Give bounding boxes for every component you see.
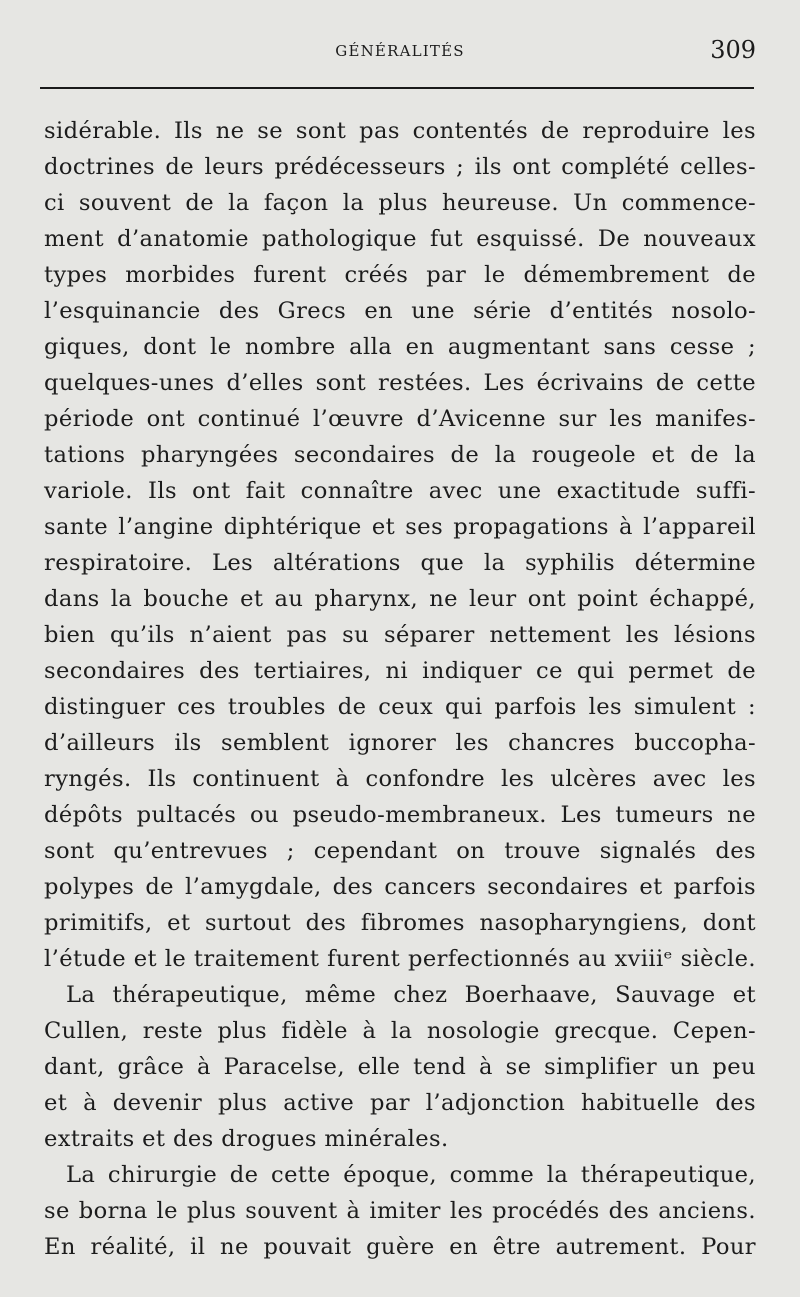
- page-number: 309: [710, 36, 756, 64]
- running-title: GÉNÉRALITÉS: [335, 42, 465, 60]
- header-rule: [40, 87, 754, 89]
- text-line: dant, grâce à Paracelse, elle tend à se simplifier un peu: [44, 1054, 756, 1080]
- text-line: variole. Ils ont fait connaître avec une exactitude suffi-: [44, 478, 756, 504]
- text-line: Cullen, reste plus fidèle à la nosologie grecque. Cepen-: [44, 1018, 756, 1044]
- text-line: sante l’angine diphtérique et ses propagations à l’appareil: [44, 514, 756, 540]
- text-line: La chirurgie de cette époque, comme la thérapeutique,: [66, 1162, 756, 1188]
- text-line: l’étude et le traitement furent perfectionnés au xviiiᵉ siècle.: [44, 946, 756, 972]
- paragraph: [44, 1157, 756, 1265]
- running-head: [42, 36, 758, 66]
- text-line: période ont continué l’œuvre d’Avicenne sur les manifes-: [44, 406, 756, 432]
- text-line: ci souvent de la façon la plus heureuse. Un commence-: [44, 190, 756, 216]
- text-line: bien qu’ils n’aient pas su séparer nettement les lésions: [44, 622, 756, 648]
- text-line: respiratoire. Les altérations que la syphilis détermine: [44, 550, 756, 576]
- text-line: extraits et des drogues minérales.: [44, 1126, 449, 1152]
- text-line: et à devenir plus active par l’adjonction habituelle des: [44, 1090, 756, 1116]
- text-line: distinguer ces troubles de ceux qui parfois les simulent :: [44, 694, 756, 720]
- text-line: quelques-unes d’elles sont restées. Les écrivains de cette: [44, 370, 756, 396]
- text-line: sont qu’entrevues ; cependant on trouve signalés des: [44, 838, 756, 864]
- paragraph: [44, 977, 756, 1157]
- text-line: types morbides furent créés par le démembrement de: [44, 262, 756, 288]
- text-line: En réalité, il ne pouvait guère en être autrement. Pour: [44, 1234, 756, 1260]
- text-line: doctrines de leurs prédécesseurs ; ils ont complété celles-: [44, 154, 756, 180]
- text-line: ryngés. Ils continuent à confondre les ulcères avec les: [44, 766, 756, 792]
- text-line: sidérable. Ils ne se sont pas contentés de reproduire les: [44, 118, 756, 144]
- text-line: dépôts pultacés ou pseudo-membraneux. Les tumeurs ne: [44, 802, 756, 828]
- body-text: [44, 113, 756, 1265]
- text-line: d’ailleurs ils semblent ignorer les chancres buccopha-: [44, 730, 756, 756]
- text-line: primitifs, et surtout des fibromes nasopharyngiens, dont: [44, 910, 756, 936]
- text-line: secondaires des tertiaires, ni indiquer ce qui permet de: [44, 658, 756, 684]
- text-line: se borna le plus souvent à imiter les procédés des anciens.: [44, 1198, 756, 1224]
- paragraph: [44, 113, 756, 977]
- text-line: l’esquinancie des Grecs en une série d’entités nosolo-: [44, 298, 756, 324]
- text-line: tations pharyngées secondaires de la rougeole et de la: [44, 442, 756, 468]
- text-line: La thérapeutique, même chez Boerhaave, Sauvage et: [66, 982, 756, 1008]
- text-line: polypes de l’amygdale, des cancers secondaires et parfois: [44, 874, 756, 900]
- text-line: dans la bouche et au pharynx, ne leur ont point échappé,: [44, 586, 756, 612]
- text-line: ment d’anatomie pathologique fut esquissé. De nouveaux: [44, 226, 756, 252]
- text-line: giques, dont le nombre alla en augmentant sans cesse ;: [44, 334, 756, 360]
